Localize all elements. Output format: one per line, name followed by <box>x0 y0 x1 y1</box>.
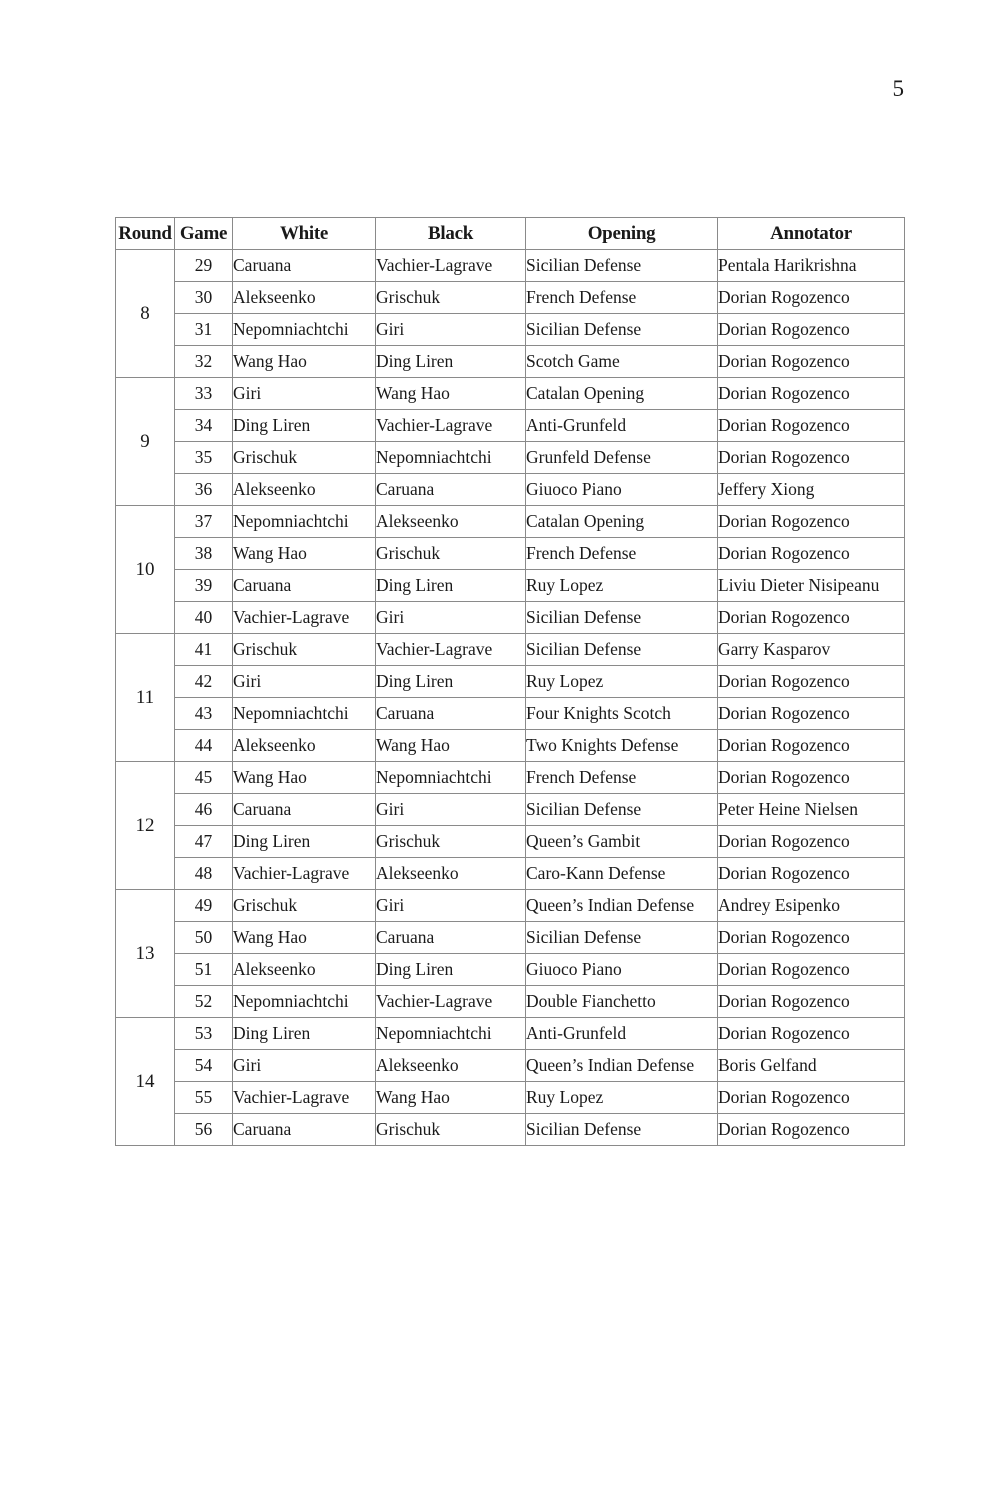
round-number: 8 <box>116 250 175 378</box>
opening-name: Ruy Lopez <box>526 1082 718 1114</box>
black-player: Giri <box>376 602 526 634</box>
header-annotator: Annotator <box>718 218 905 250</box>
game-number: 47 <box>175 826 233 858</box>
opening-name: Sicilian Defense <box>526 922 718 954</box>
table-row <box>116 346 905 378</box>
white-player: Nepomniachtchi <box>233 986 376 1018</box>
table-row <box>116 794 905 826</box>
opening-name: Caro-Kann Defense <box>526 858 718 890</box>
table-header <box>116 218 905 250</box>
game-number: 38 <box>175 538 233 570</box>
table-row <box>116 698 905 730</box>
table-row <box>116 634 905 666</box>
annotator-name: Dorian Rogozenco <box>718 282 905 314</box>
white-player: Nepomniachtchi <box>233 314 376 346</box>
game-number: 37 <box>175 506 233 538</box>
table-row <box>116 1018 905 1050</box>
annotator-name: Dorian Rogozenco <box>718 954 905 986</box>
black-player: Grischuk <box>376 826 526 858</box>
game-number: 43 <box>175 698 233 730</box>
opening-name: Catalan Opening <box>526 378 718 410</box>
black-player: Caruana <box>376 474 526 506</box>
table-row <box>116 538 905 570</box>
game-number: 49 <box>175 890 233 922</box>
white-player: Vachier-Lagrave <box>233 1082 376 1114</box>
white-player: Nepomniachtchi <box>233 506 376 538</box>
table-row <box>116 666 905 698</box>
opening-name: Anti-Grunfeld <box>526 410 718 442</box>
opening-name: Grunfeld Defense <box>526 442 718 474</box>
game-number: 29 <box>175 250 233 282</box>
annotator-name: Dorian Rogozenco <box>718 1082 905 1114</box>
black-player: Vachier-Lagrave <box>376 250 526 282</box>
opening-name: Sicilian Defense <box>526 794 718 826</box>
annotator-name: Andrey Esipenko <box>718 890 905 922</box>
table-row <box>116 890 905 922</box>
black-player: Giri <box>376 890 526 922</box>
round-number: 12 <box>116 762 175 890</box>
opening-name: Ruy Lopez <box>526 570 718 602</box>
opening-name: Four Knights Scotch <box>526 698 718 730</box>
annotator-name: Dorian Rogozenco <box>718 858 905 890</box>
game-number: 30 <box>175 282 233 314</box>
header-row <box>116 218 905 250</box>
black-player: Wang Hao <box>376 1082 526 1114</box>
table-row <box>116 314 905 346</box>
white-player: Vachier-Lagrave <box>233 858 376 890</box>
annotator-name: Jeffery Xiong <box>718 474 905 506</box>
header-black: Black <box>376 218 526 250</box>
white-player: Alekseenko <box>233 282 376 314</box>
opening-name: Scotch Game <box>526 346 718 378</box>
white-player: Caruana <box>233 794 376 826</box>
opening-name: Ruy Lopez <box>526 666 718 698</box>
opening-name: Queen’s Indian Defense <box>526 1050 718 1082</box>
white-player: Wang Hao <box>233 538 376 570</box>
black-player: Nepomniachtchi <box>376 442 526 474</box>
game-number: 35 <box>175 442 233 474</box>
black-player: Alekseenko <box>376 1050 526 1082</box>
annotator-name: Peter Heine Nielsen <box>718 794 905 826</box>
opening-name: Giuoco Piano <box>526 954 718 986</box>
opening-name: Anti-Grunfeld <box>526 1018 718 1050</box>
game-number: 52 <box>175 986 233 1018</box>
opening-name: Double Fianchetto <box>526 986 718 1018</box>
round-number: 10 <box>116 506 175 634</box>
white-player: Alekseenko <box>233 730 376 762</box>
round-number: 14 <box>116 1018 175 1146</box>
game-number: 44 <box>175 730 233 762</box>
black-player: Wang Hao <box>376 378 526 410</box>
game-number: 56 <box>175 1114 233 1146</box>
opening-name: Queen’s Gambit <box>526 826 718 858</box>
opening-name: Sicilian Defense <box>526 250 718 282</box>
table-row <box>116 506 905 538</box>
header-opening: Opening <box>526 218 718 250</box>
table-row <box>116 250 905 282</box>
black-player: Ding Liren <box>376 666 526 698</box>
annotator-name: Dorian Rogozenco <box>718 1018 905 1050</box>
games-table <box>115 217 905 1146</box>
black-player: Ding Liren <box>376 954 526 986</box>
round-number: 13 <box>116 890 175 1018</box>
table-row <box>116 410 905 442</box>
round-number: 11 <box>116 634 175 762</box>
white-player: Ding Liren <box>233 410 376 442</box>
white-player: Grischuk <box>233 442 376 474</box>
opening-name: French Defense <box>526 762 718 794</box>
annotator-name: Dorian Rogozenco <box>718 506 905 538</box>
game-number: 54 <box>175 1050 233 1082</box>
table-row <box>116 730 905 762</box>
annotator-name: Dorian Rogozenco <box>718 314 905 346</box>
table-row <box>116 762 905 794</box>
white-player: Caruana <box>233 570 376 602</box>
black-player: Giri <box>376 314 526 346</box>
black-player: Alekseenko <box>376 858 526 890</box>
white-player: Alekseenko <box>233 474 376 506</box>
white-player: Caruana <box>233 1114 376 1146</box>
table-row <box>116 1114 905 1146</box>
game-number: 41 <box>175 634 233 666</box>
black-player: Caruana <box>376 698 526 730</box>
game-number: 46 <box>175 794 233 826</box>
opening-name: Giuoco Piano <box>526 474 718 506</box>
white-player: Wang Hao <box>233 922 376 954</box>
opening-name: Sicilian Defense <box>526 602 718 634</box>
annotator-name: Dorian Rogozenco <box>718 762 905 794</box>
black-player: Vachier-Lagrave <box>376 986 526 1018</box>
game-number: 53 <box>175 1018 233 1050</box>
black-player: Vachier-Lagrave <box>376 410 526 442</box>
opening-name: Catalan Opening <box>526 506 718 538</box>
opening-name: French Defense <box>526 282 718 314</box>
game-number: 40 <box>175 602 233 634</box>
table-row <box>116 858 905 890</box>
white-player: Wang Hao <box>233 346 376 378</box>
table-row <box>116 1050 905 1082</box>
annotator-name: Dorian Rogozenco <box>718 666 905 698</box>
white-player: Giri <box>233 666 376 698</box>
game-number: 55 <box>175 1082 233 1114</box>
game-number: 42 <box>175 666 233 698</box>
black-player: Nepomniachtchi <box>376 1018 526 1050</box>
annotator-name: Dorian Rogozenco <box>718 442 905 474</box>
opening-name: Sicilian Defense <box>526 634 718 666</box>
table-row <box>116 986 905 1018</box>
annotator-name: Boris Gelfand <box>718 1050 905 1082</box>
annotator-name: Dorian Rogozenco <box>718 378 905 410</box>
opening-name: Queen’s Indian Defense <box>526 890 718 922</box>
table-row <box>116 602 905 634</box>
table-row <box>116 922 905 954</box>
black-player: Grischuk <box>376 538 526 570</box>
game-number: 33 <box>175 378 233 410</box>
white-player: Vachier-Lagrave <box>233 602 376 634</box>
black-player: Alekseenko <box>376 506 526 538</box>
white-player: Ding Liren <box>233 1018 376 1050</box>
annotator-name: Dorian Rogozenco <box>718 1114 905 1146</box>
table-row <box>116 1082 905 1114</box>
annotator-name: Dorian Rogozenco <box>718 538 905 570</box>
table-row <box>116 826 905 858</box>
white-player: Caruana <box>233 250 376 282</box>
game-number: 32 <box>175 346 233 378</box>
white-player: Grischuk <box>233 634 376 666</box>
round-number: 9 <box>116 378 175 506</box>
black-player: Vachier-Lagrave <box>376 634 526 666</box>
table-row <box>116 282 905 314</box>
header-game: Game <box>175 218 233 250</box>
annotator-name: Dorian Rogozenco <box>718 698 905 730</box>
game-number: 39 <box>175 570 233 602</box>
game-number: 34 <box>175 410 233 442</box>
white-player: Grischuk <box>233 890 376 922</box>
game-number: 50 <box>175 922 233 954</box>
annotator-name: Dorian Rogozenco <box>718 730 905 762</box>
opening-name: Two Knights Defense <box>526 730 718 762</box>
page-number: 5 <box>892 76 904 101</box>
annotator-name: Garry Kasparov <box>718 634 905 666</box>
table-body <box>116 250 905 1146</box>
game-number: 45 <box>175 762 233 794</box>
game-number: 51 <box>175 954 233 986</box>
black-player: Grischuk <box>376 282 526 314</box>
white-player: Giri <box>233 378 376 410</box>
black-player: Grischuk <box>376 1114 526 1146</box>
game-number: 31 <box>175 314 233 346</box>
annotator-name: Dorian Rogozenco <box>718 922 905 954</box>
black-player: Giri <box>376 794 526 826</box>
table-row <box>116 570 905 602</box>
annotator-name: Dorian Rogozenco <box>718 410 905 442</box>
header-round: Round <box>116 218 175 250</box>
annotator-name: Pentala Harikrishna <box>718 250 905 282</box>
table-row <box>116 954 905 986</box>
black-player: Nepomniachtchi <box>376 762 526 794</box>
annotator-name: Liviu Dieter Nisipeanu <box>718 570 905 602</box>
opening-name: Sicilian Defense <box>526 314 718 346</box>
table-row <box>116 442 905 474</box>
header-white: White <box>233 218 376 250</box>
black-player: Ding Liren <box>376 570 526 602</box>
annotator-name: Dorian Rogozenco <box>718 602 905 634</box>
game-number: 48 <box>175 858 233 890</box>
black-player: Caruana <box>376 922 526 954</box>
black-player: Wang Hao <box>376 730 526 762</box>
white-player: Alekseenko <box>233 954 376 986</box>
white-player: Wang Hao <box>233 762 376 794</box>
white-player: Giri <box>233 1050 376 1082</box>
table-row <box>116 474 905 506</box>
game-number: 36 <box>175 474 233 506</box>
black-player: Ding Liren <box>376 346 526 378</box>
table-row <box>116 378 905 410</box>
white-player: Nepomniachtchi <box>233 698 376 730</box>
annotator-name: Dorian Rogozenco <box>718 346 905 378</box>
annotator-name: Dorian Rogozenco <box>718 826 905 858</box>
opening-name: Sicilian Defense <box>526 1114 718 1146</box>
annotator-name: Dorian Rogozenco <box>718 986 905 1018</box>
opening-name: French Defense <box>526 538 718 570</box>
white-player: Ding Liren <box>233 826 376 858</box>
